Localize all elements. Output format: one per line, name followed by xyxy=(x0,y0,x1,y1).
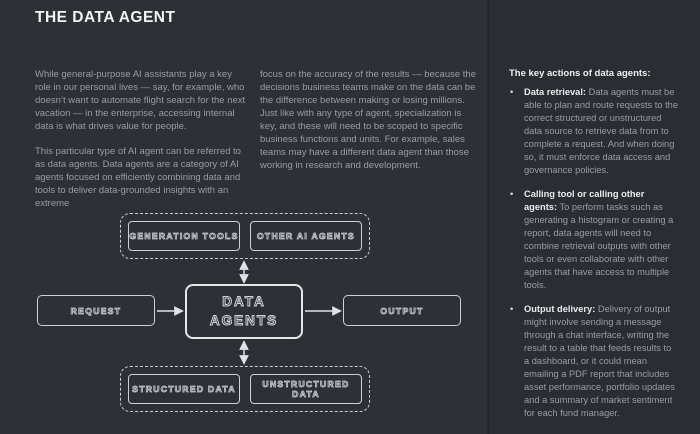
bullet-lead: Calling tool or calling other agents: xyxy=(524,189,645,212)
other-ai-agents-node xyxy=(250,221,362,251)
data-agents-node xyxy=(185,284,303,339)
node-label: OUTPUT xyxy=(380,305,424,316)
unstructured-data-node xyxy=(250,374,362,404)
bullet-icon: • xyxy=(510,87,514,98)
structured-data-node xyxy=(128,374,240,404)
intro-column-2 xyxy=(260,68,476,184)
node-label: DATA AGENTS xyxy=(209,294,279,328)
sidebar-heading: The key actions of data agents: xyxy=(509,68,651,79)
bullet-lead: Data retrieval: xyxy=(524,87,587,97)
generation-tools-node xyxy=(128,221,240,251)
node-label: REQUEST xyxy=(70,305,122,316)
key-actions-sidebar xyxy=(509,68,679,431)
tools-agents-group xyxy=(120,213,370,259)
output-node xyxy=(343,295,461,326)
bullet-text: Delivery of output might involve sending a message through a chat interface, writing the result to a table that feeds results to a dashboard, or it could mean emailing a PDF report that includes asset performance, portfolio updates and a summary of market sentiment for each fund manager. xyxy=(524,304,675,418)
data-sources-group xyxy=(120,366,370,412)
intro-paragraph: While general-purpose AI assistants play a key role in our personal lives — say, for example, who doesn’t want to automate flight search for the next vacation — in the enterprise, accessing internal data is what drives value for people. xyxy=(35,69,246,132)
page-title: THE DATA AGENT xyxy=(35,9,176,26)
node-label: GENERATION TOOLS xyxy=(129,231,239,241)
list-item xyxy=(509,86,679,177)
list-item xyxy=(509,188,679,292)
intro-paragraph: This particular type of AI agent can be referred to as data agents. Data agents are a category of AI agents focused on efficiently combining data and tools to deliver data-grounded insights with an extreme xyxy=(35,146,241,209)
request-node xyxy=(37,295,155,326)
bullet-text: Data agents must be able to plan and route requests to the correct structured or unstructured data source to retrieve data from to complete a request. And when doing so, it must enforce data access and governance policies. xyxy=(524,87,679,175)
key-actions-list xyxy=(509,86,679,420)
intro-paragraph: focus on the accuracy of the results — because the decisions business teams make on the data can be the difference between making or losing millions. Just like with any type of agent, specialization is key, and these will need to be scoped to specific business functions and units. For example, sales teams may have a different data agent than those working in research and development. xyxy=(260,69,476,171)
node-label: OTHER AI AGENTS xyxy=(256,231,356,241)
list-item xyxy=(509,303,679,420)
node-label: STRUCTURED DATA xyxy=(132,384,236,394)
bullet-icon: • xyxy=(510,304,514,315)
data-agent-flow-diagram xyxy=(0,200,487,434)
node-label: UNSTRUCTURED DATA xyxy=(262,379,350,399)
bullet-text: To perform tasks such as generating a histogram or creating a report, data agents will need to combine retrieval outputs with other tools or even collaborate with other agents that have access to multiple tools. xyxy=(524,202,674,290)
bullet-lead: Output delivery: xyxy=(524,304,596,314)
intro-column-1 xyxy=(35,68,248,222)
bullet-icon: • xyxy=(510,189,514,200)
